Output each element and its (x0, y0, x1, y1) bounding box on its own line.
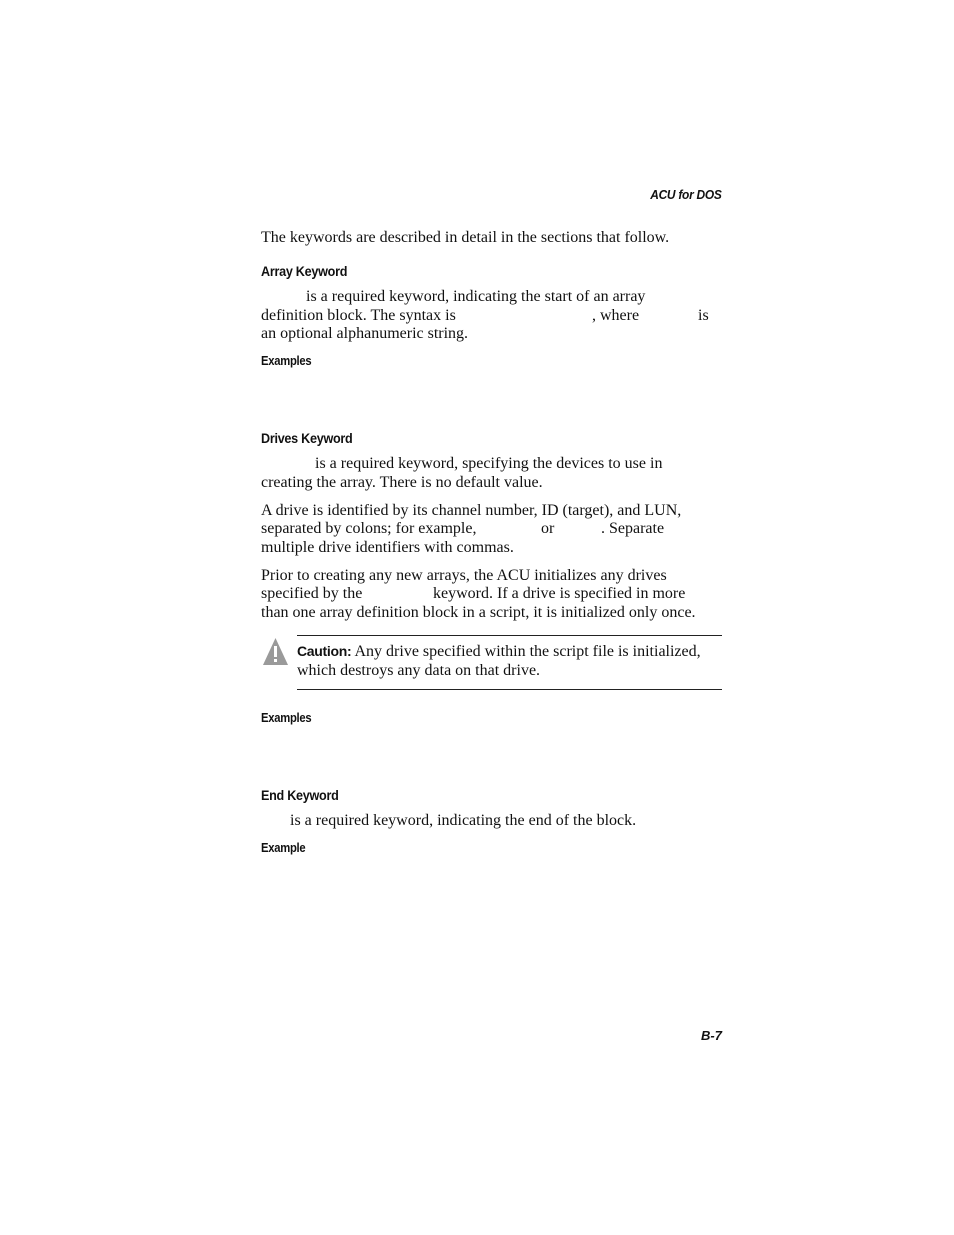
end-keyword-line: is a required keyword, indicating the end of the block. (290, 812, 637, 829)
array-examples-label: Examples (261, 354, 312, 368)
caution-label: Caution: (297, 643, 352, 659)
array-keyword-line-3: an optional alphanumeric string. (261, 325, 469, 342)
drives-p2-line-2a: separated by colons; for example, (261, 520, 477, 537)
drives-p2-line-1: A drive is identified by its channel number, ID (target), and LUN, (261, 502, 682, 519)
end-keyword-heading: End Keyword (261, 787, 339, 803)
drives-examples-label: Examples (261, 711, 312, 725)
caution-line-2: which destroys any data on that drive. (297, 662, 541, 679)
intro-text: The keywords are described in detail in the sections that follow. (261, 229, 670, 246)
drives-p3-line-3: than one array definition block in a script, it is initialized only once. (261, 604, 696, 621)
drives-p2-line-2b: or (541, 520, 555, 537)
drives-p3-line-1: Prior to creating any new arrays, the ACU initializes any drives (261, 567, 667, 584)
drives-p2-line-3: multiple drive identifiers with commas. (261, 539, 514, 556)
drives-keyword-heading: Drives Keyword (261, 430, 353, 446)
warning-icon (262, 637, 289, 666)
end-example-label: Example (261, 841, 306, 855)
page-number: B-7 (701, 1028, 722, 1043)
caution-text-1: Any drive specified within the script file is initialized, (354, 643, 701, 660)
drives-p3-line-2b: keyword. If a drive is specified in more (433, 585, 686, 602)
caution-line-1 (297, 642, 701, 661)
drives-p2-line-2c: . Separate (601, 520, 665, 537)
array-keyword-line-2a: definition block. The syntax is (261, 307, 456, 324)
array-keyword-line-2b: , where (592, 307, 640, 324)
array-keyword-line-1: is a required keyword, indicating the start of an array (306, 288, 646, 305)
caution-top-rule (297, 635, 722, 636)
array-keyword-line-2c: is (698, 307, 709, 324)
caution-bottom-rule (297, 689, 722, 690)
running-header: ACU for DOS (650, 187, 722, 202)
drives-p1-line-1: is a required keyword, specifying the devices to use in (315, 455, 663, 472)
drives-p1-line-2: creating the array. There is no default value. (261, 474, 543, 491)
array-keyword-heading: Array Keyword (261, 263, 348, 279)
drives-p3-line-2a: specified by the (261, 585, 363, 602)
